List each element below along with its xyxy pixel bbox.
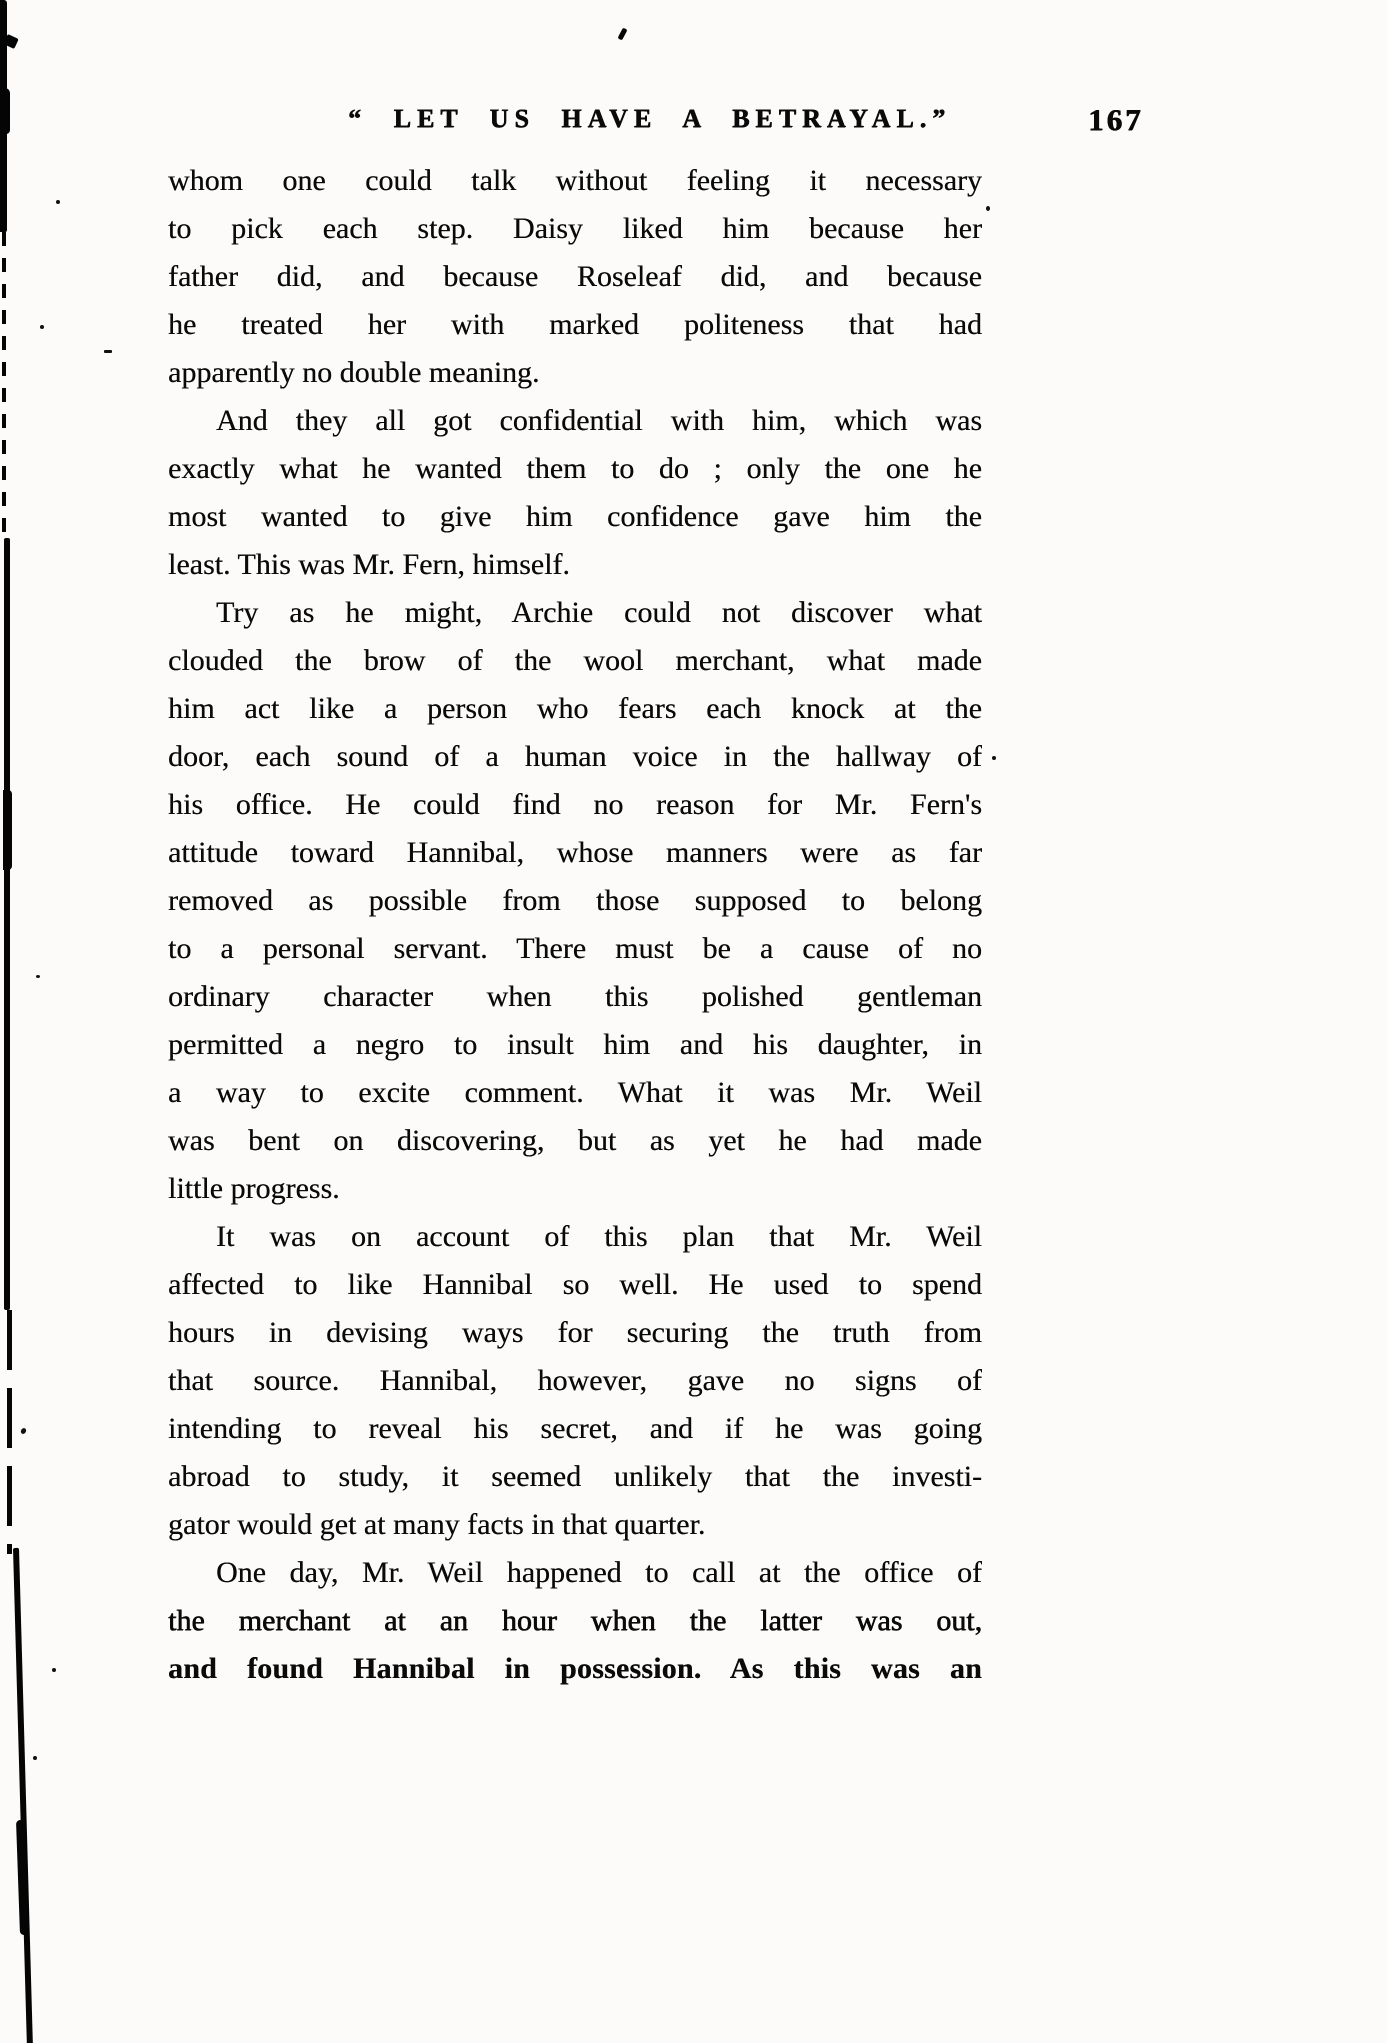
text-line: intending to reveal his secret, and if he was going	[168, 1412, 982, 1445]
text-line: his office. He could find no reason for Mr. Fern's	[168, 788, 982, 821]
text-line: most wanted to give him confidence gave him the	[168, 500, 982, 533]
chapter-running-title: “ LET US HAVE A BETRAYAL.”	[348, 104, 952, 133]
text-line: Try as he might, Archie could not discover what	[216, 596, 982, 629]
text-line: attitude toward Hannibal, whose manners were as far	[168, 836, 982, 869]
scan-gutter-edge	[4, 538, 10, 1310]
text-line: that source. Hannibal, however, gave no signs of	[168, 1364, 982, 1397]
scan-gutter-edge-dashed	[7, 1310, 12, 1554]
text-line: apparently no double meaning.	[168, 356, 540, 389]
text-line: least. This was Mr. Fern, himself.	[168, 548, 570, 581]
page-text	[168, 157, 982, 1693]
scan-gutter-blob	[3, 790, 12, 870]
text-line: gator would get at many facts in that quarter.	[168, 1508, 706, 1541]
text-line: and found Hannibal in possession. As this was an	[168, 1652, 982, 1685]
text-line: removed as possible from those supposed to belong	[168, 884, 982, 917]
scan-gutter-edge-dashed	[2, 232, 6, 538]
scan-ink-speck	[617, 28, 627, 41]
text-line: clouded the brow of the wool merchant, what made	[168, 644, 982, 677]
text-line: to a personal servant. There must be a cause of no	[168, 932, 982, 965]
running-head	[0, 100, 1387, 144]
text-line: door, each sound of a human voice in the hallway of	[168, 740, 982, 773]
text-line: hours in devising ways for securing the truth from	[168, 1316, 982, 1349]
page-number: 167	[1088, 102, 1144, 137]
scan-ink-speck	[986, 206, 990, 211]
text-line: father did, and because Roseleaf did, and because	[168, 260, 982, 293]
scan-ink-speck	[36, 975, 40, 978]
text-line: abroad to study, it seemed unlikely that the investi-	[168, 1460, 982, 1493]
scan-gutter-edge	[13, 1548, 33, 2043]
scan-ink-speck	[33, 1756, 37, 1760]
scan-ink-speck	[20, 1427, 27, 1435]
text-line: It was on account of this plan that Mr. Weil	[216, 1220, 982, 1253]
text-line: was bent on discovering, but as yet he had made	[168, 1124, 982, 1157]
scan-ink-speck	[992, 756, 996, 760]
text-line: him act like a person who fears each knock at the	[168, 692, 982, 725]
text-line: permitted a negro to insult him and his daughter, in	[168, 1028, 982, 1061]
text-line: affected to like Hannibal so well. He used to spend	[168, 1268, 982, 1301]
text-line: And they all got confidential with him, which was	[216, 404, 982, 437]
scan-ink-speck	[52, 1668, 56, 1672]
scan-ink-speck	[56, 200, 60, 204]
text-line: whom one could talk without feeling it necessary	[168, 164, 982, 197]
text-line: the merchant at an hour when the latter was out,	[168, 1604, 982, 1637]
text-line: he treated her with marked politeness that had	[168, 308, 982, 341]
text-line: ordinary character when this polished gentleman	[168, 980, 982, 1013]
text-line: exactly what he wanted them to do ; only the one he	[168, 452, 982, 485]
text-line: little progress.	[168, 1172, 340, 1205]
text-line: a way to excite comment. What it was Mr. Weil	[168, 1076, 982, 1109]
text-line: One day, Mr. Weil happened to call at the office of	[216, 1556, 982, 1589]
text-line: to pick each step. Daisy liked him because her	[168, 212, 982, 245]
scan-ink-speck	[104, 350, 112, 353]
scan-ink-speck	[40, 325, 44, 329]
